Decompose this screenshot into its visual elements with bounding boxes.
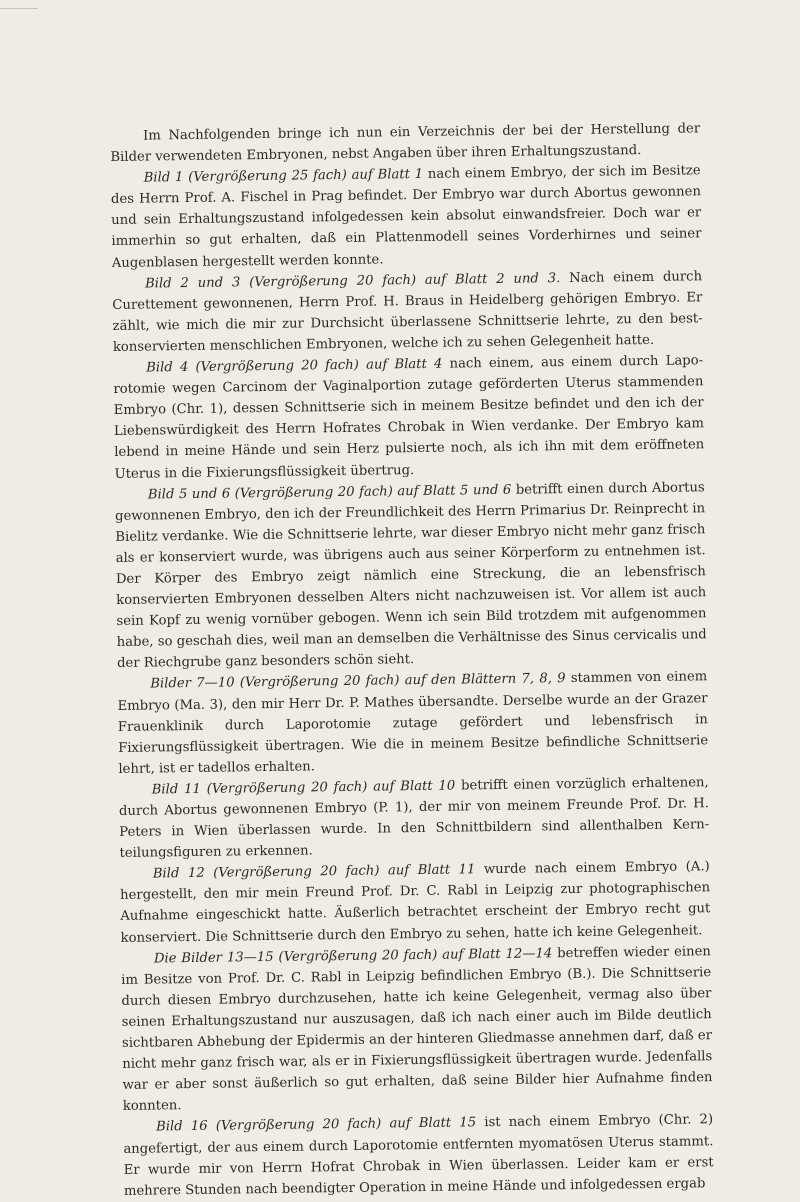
- paragraph-bild-4: [113, 350, 705, 484]
- paragraph-lead: Bild 1 (Vergrößerung 25 fach) auf Blatt 1: [143, 167, 424, 186]
- paragraph-text: betrifft einen vorzüglich erhaltenen, durch Abortus gewonnenen Embryo (P. 1), der mir von meinem Freunde Prof. Dr. H. Peters in Wien überlassen wurde. In den Schnittbildern sind allenthalben Kernteilungsfiguren zu erkennen.: [118, 775, 710, 862]
- paragraph-lead: Die Bilder 13—15 (Vergrößerung 20 fach) auf Blatt 12—14: [153, 945, 553, 967]
- paragraph-text: wurde nach einem Embryo (A.) hergestellt, den mir mein Freund Prof. Dr. C. Rabl in Leipzig zur photographischen Aufnahme eingeschickt hatte. Äußerlich betrachtet erscheint der Embryo recht gut konserviert. Die Schnittserie durch den Embryo zu sehen, hatte ich keine Gelegenheit.: [119, 859, 711, 946]
- paragraph-bild-16: [123, 1110, 714, 1202]
- paragraph-lead: Bild 5 und 6 (Vergrößerung 20 fach) auf Blatt 5 und 6: [147, 482, 512, 503]
- paragraph-lead: Bild 2 und 3 (Vergrößerung 20 fach) auf Blatt 2 und 3.: [144, 270, 561, 292]
- paragraph-text: Nach einem durch Curettement gewonnenen, Herrn Prof. H. Braus in Heidelberg gehörigen Embryo. Er zählt, wie mich die mir zur Durchsicht überlassene Schnittserie lehrte, zu den bestkonservierten menschlichen Embryonen, welche ich zu sehen Gelegenheit hatte.: [112, 268, 703, 355]
- paragraph-text: betrifft einen durch Abortus gewonnenen Embryo, den ich der Freundlichkeit des Herrn Primarius Dr. Reinprecht in Bielitz verdanke. Wie die Schnittserie lehrte, war dieser Embryo nicht mehr ganz frisch als er konserviert wurde, was übrigens auch aus seiner Körperform zu entnehmen ist. Der Körper des Embryo zeigt nämlich eine Streckung, die an lebensfrisch konservierten Embryonen desselben Alters nicht nachzuweisen ist. Vor allem ist auch sein Kopf zu wenig vornüber gebogen. Wenn ich sein Bild trotzdem mit aufgenommen habe, so geschah dies, weil man an demselben die Verhältnisse des Sinus cervicalis und der Riechgrube ganz besonders schön sieht.: [115, 479, 707, 672]
- paragraph-text: Im Nachfolgenden bringe ich nun ein Verzeichnis der bei der Herstellung der Bilder verwendeten Embryonen, nebst Angaben über ihren Erhaltungszustand.: [110, 121, 701, 166]
- paragraph-text: ist nach einem Embryo (Chr. 2) angefertigt, der aus einem durch Laporotomie entfernten myomatösen Uterus stammt. Er wurde mir von Herrn Hofrat Chrobak in Wien überlassen. Leider kam er erst mehrere Stunden nach beendigter Operation in meine Hände und infolgedessen ergab: [123, 1112, 714, 1199]
- paragraph-lead: Bild 4 (Vergrößerung 20 fach) auf Blatt 4: [146, 356, 443, 376]
- paragraph-text: stammen von einem Embryo (Ma. 3), den mir Herr Dr. P. Mathes übersandte. Derselbe wurde an der Grazer Frauenklinik durch Laporotomie zutage gefördert und lebensfrisch in Fixierungsflüssigkeit übertragen. Wie die in meinem Besitze befindliche Schnittserie lehrt, ist er tadellos erhalten.: [117, 669, 709, 777]
- paragraph-bild-12: [120, 856, 711, 948]
- paragraph-bilder-7-10: [117, 667, 708, 780]
- paragraph-text: nach einem, aus einem durch Laporotomie wegen Carcinom der Vaginalportion zutage geförderten Uterus stammenden Embryo (Chr. 1), dessen Schnittserie sich in meinem Besitze befindet und den ich der Liebenswürdigkeit des Herrn Hofrates Chrobak in Wien verdanke. Der Embryo kam lebend in meine Hände und sein Herz pulsierte noch, als ich ihn mit dem eröffneten Uterus in die Fixierungsflüssigkeit übertrug.: [113, 353, 705, 482]
- page-edge: [0, 0, 38, 9]
- paragraph-bild-11: [119, 772, 710, 864]
- paragraph-bild-1: [111, 160, 702, 273]
- body-text: [110, 118, 714, 1201]
- paragraph-bild-5-6: [115, 477, 707, 675]
- paragraph-lead: Bild 12 (Vergrößerung 20 fach) auf Blatt 11: [152, 862, 476, 882]
- paragraph-text: nach einem Embryo, der sich im Besitze des Herrn Prof. A. Fischel in Prag befindet. Der Embryo war durch Abortus gewonnen und sein Erhaltungszustand infolgedessen kein absolut einwandsfreier. Doch war er immerhin so gut erhalten, daß ein Plattenmodell seines Vorderhirnes und seiner Augenblasen hergestellt werden konnte.: [110, 163, 702, 271]
- paragraph-text: betreffen wieder einen im Besitze von Prof. Dr. C. Rabl in Leipzig befindlichen Embryo (B.). Die Schnittserie durch diesen Embryo durchzusehen, hatte ich keine Gelegenheit, vermag also über seinen Erhaltungszustand nur auszusagen, daß ich nach einer auch im Bilde deutlich sichtbaren Abhebung der Epidermis an der hinteren Gliedmasse annehmen darf, daß er nicht mehr ganz frisch war, als er in Fixierungsflüssigkeit übertragen wurde. Jedenfalls war er aber sonst äußerlich so gut erhalten, daß seine Bilder hier Aufnahme finden konnten.: [121, 943, 713, 1115]
- paragraph-bild-2-3: [112, 266, 703, 358]
- paragraph-lead: Bild 16 (Vergrößerung 20 fach) auf Blatt 15: [156, 1115, 477, 1135]
- paragraph-bilder-13-15: [121, 941, 713, 1117]
- paragraph-lead: Bilder 7—10 (Vergrößerung 20 fach) auf den Blättern 7, 8, 9: [150, 671, 566, 692]
- paragraph-lead: Bild 11 (Vergrößerung 20 fach) auf Blatt 10: [151, 778, 456, 798]
